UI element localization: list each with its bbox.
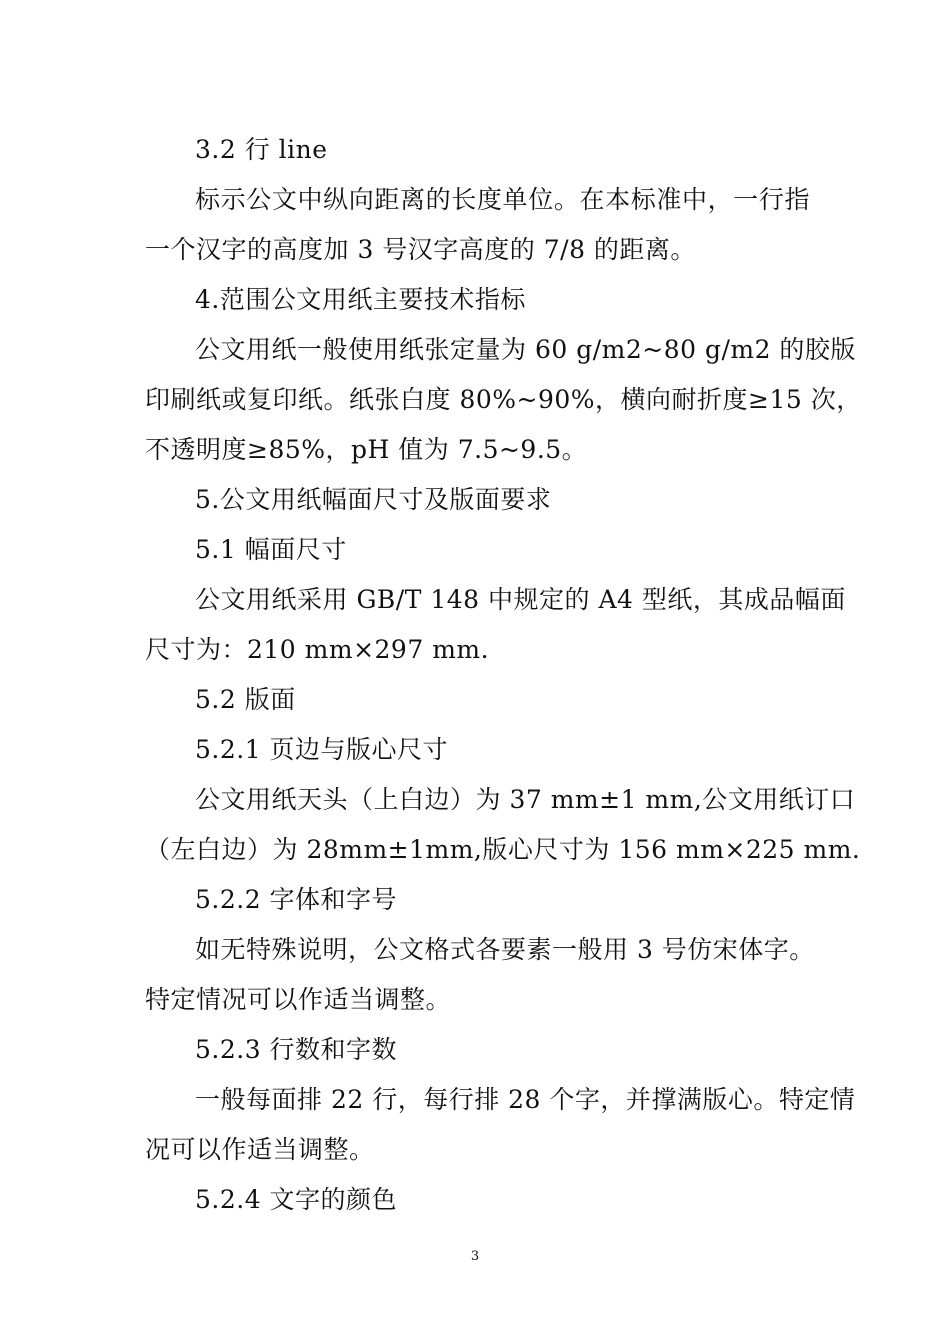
paragraph-line: 公文用纸一般使用纸张定量为 60 g/m2~80 g/m2 的胶版 <box>195 335 856 364</box>
paragraph-line: 特定情况可以作适当调整。 <box>145 985 452 1014</box>
section-heading-5-2-1: 5.2.1 页边与版心尺寸 <box>195 735 449 764</box>
paragraph-line: （左白边）为 28mm±1mm,版心尺寸为 156 mm×225 mm. <box>145 835 861 864</box>
section-heading-5-2-3: 5.2.3 行数和字数 <box>195 1035 398 1064</box>
page-number: 3 <box>470 1249 480 1264</box>
section-heading-3-2: 3.2 行 line <box>195 135 328 164</box>
paragraph-line: 印刷纸或复印纸。纸张白度 80%~90%，横向耐折度≥15 次， <box>145 385 862 414</box>
section-heading-4: 4.范围公文用纸主要技术指标 <box>195 285 526 314</box>
paragraph-line: 一般每面排 22 行，每行排 28 个字，并撑满版心。特定情 <box>195 1085 856 1114</box>
section-heading-5-2-4: 5.2.4 文字的颜色 <box>195 1185 398 1214</box>
section-heading-5-1: 5.1 幅面尺寸 <box>195 535 347 564</box>
section-heading-5: 5.公文用纸幅面尺寸及版面要求 <box>195 485 552 514</box>
paragraph-line: 公文用纸采用 GB/T 148 中规定的 A4 型纸，其成品幅面 <box>195 585 846 614</box>
paragraph-line: 况可以作适当调整。 <box>145 1135 375 1164</box>
paragraph-line: 公文用纸天头（上白边）为 37 mm±1 mm,公文用纸订口 <box>195 785 856 814</box>
paragraph-line: 一个汉字的高度加 3 号汉字高度的 7/8 的距离。 <box>145 235 696 264</box>
paragraph-line: 不透明度≥85%，pH 值为 7.5~9.5。 <box>145 435 588 464</box>
paragraph-line: 尺寸为：210 mm×297 mm. <box>145 635 490 664</box>
section-heading-5-2: 5.2 版面 <box>195 685 296 714</box>
paragraph-line: 标示公文中纵向距离的长度单位。在本标准中，一行指 <box>195 185 810 214</box>
section-heading-5-2-2: 5.2.2 字体和字号 <box>195 885 398 914</box>
paragraph-line: 如无特殊说明，公文格式各要素一般用 3 号仿宋体字。 <box>195 935 815 964</box>
